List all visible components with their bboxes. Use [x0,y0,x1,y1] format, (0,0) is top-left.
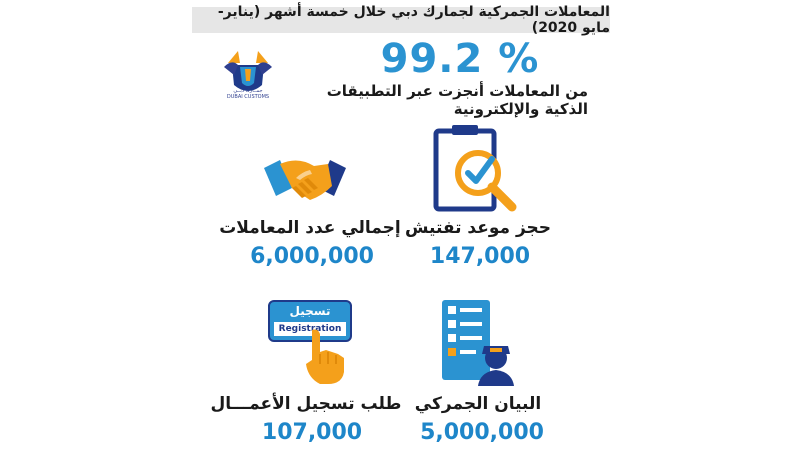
highlight-description: من المعاملات أنجزت عبر التطبيقات الذكية والإلكترونية [326,82,588,118]
page-title: المعاملات الجمركية لجمارك دبي خلال خمسة أشهر (يناير-مايو 2020) [192,7,610,33]
customs-declaration-icon [438,296,518,388]
logo-caption-ar: جمــارك دبــي [233,88,263,94]
stat-label-business-registration: طلب تسجيل الأعمـــال [210,394,402,414]
stat-value-customs-declaration: 5,000,000 [420,420,544,445]
stat-value-inspection-booking: 147,000 [429,244,531,269]
stat-value-total-transactions: 6,000,000 [250,244,374,269]
stat-label-total-transactions: إجمالي عدد المعاملات [219,218,401,238]
registration-label-en: Registration [274,322,346,336]
highlight-percentage: 99.2 % [380,36,540,82]
stat-label-inspection-booking: حجز موعد تفتيش [404,218,552,238]
logo-caption-en: DUBAI CUSTOMS [226,94,270,100]
registration-button-icon [266,296,356,388]
logo-caption [212,88,284,100]
pointing-hand-icon [302,328,348,386]
stat-value-business-registration: 107,000 [261,420,363,445]
handshake-icon [262,148,348,214]
registration-label-ar: تسجيل [289,304,331,318]
stat-label-customs-declaration: البيان الجمركي [414,394,542,414]
inspection-clipboard-icon [428,121,524,213]
